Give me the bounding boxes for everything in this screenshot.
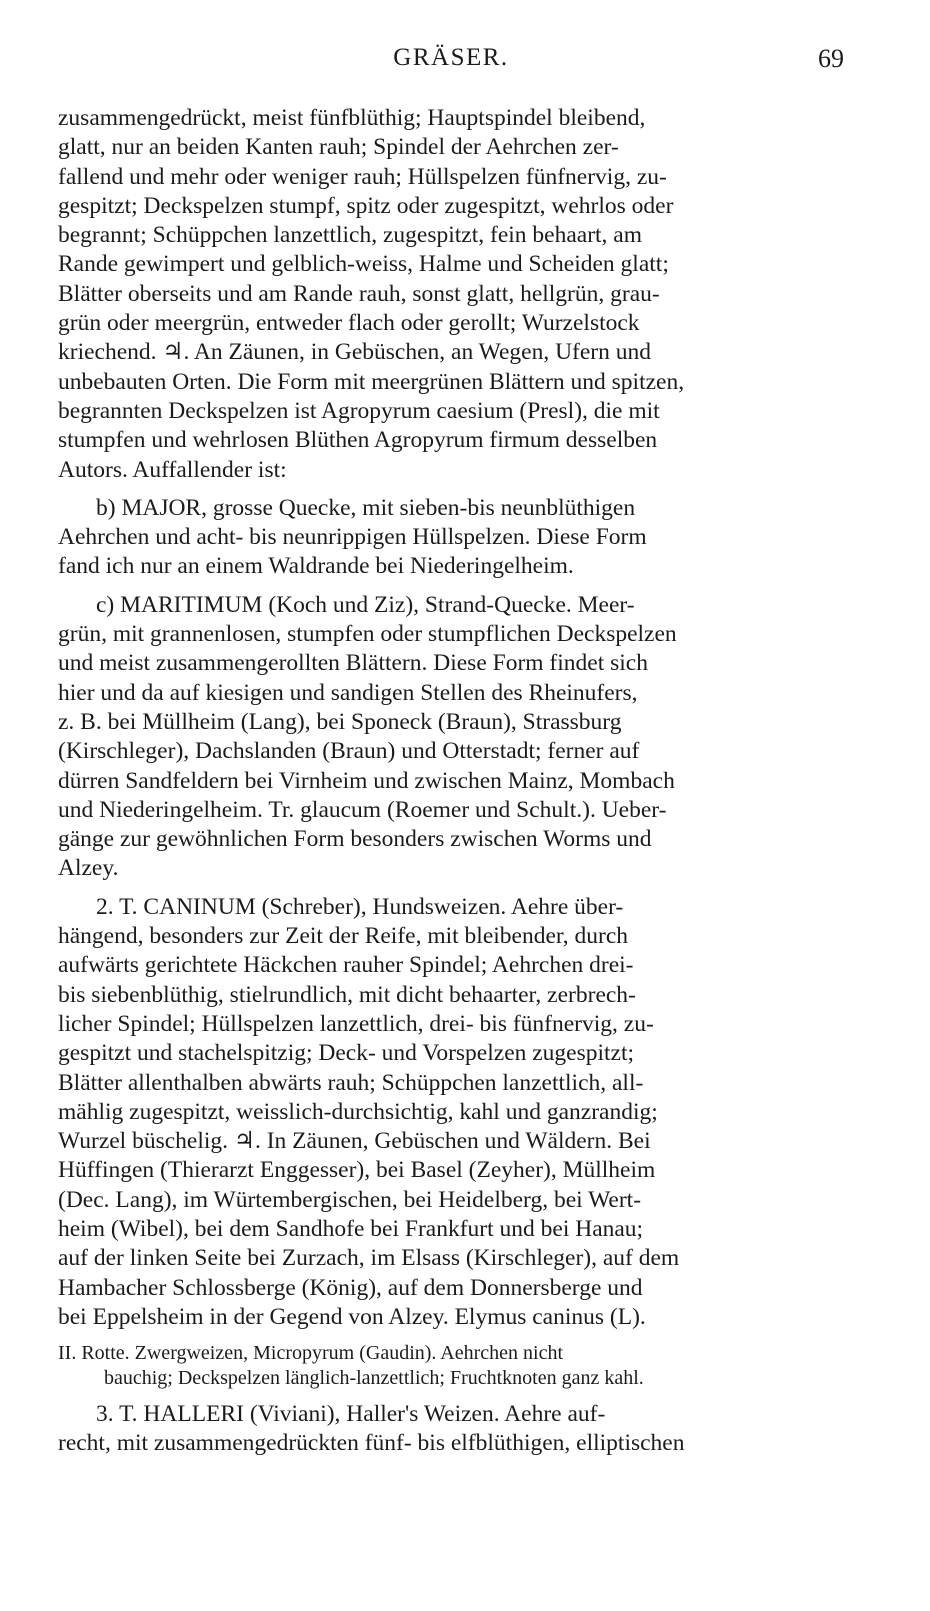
text-line: stumpfen und wehrlosen Blüthen Agropyrum firmum desselben — [58, 427, 658, 454]
text-line: hier und da auf kiesigen und sandigen Stellen des Rheinufers, — [58, 679, 638, 706]
running-title: GRÄSER. — [393, 44, 509, 71]
text-line: z. B. bei Müllheim (Lang), bei Sponeck (Braun), Strassburg — [58, 708, 622, 735]
paragraph-variety-maritimum — [58, 591, 844, 884]
paragraph-species-caninum — [58, 893, 844, 1332]
text-line: 3. T. HALLERI (Viviani), Haller's Weizen. Aehre auf- — [96, 1401, 606, 1428]
text-line: Hambacher Schlossberge (König), auf dem Donnersberge und — [58, 1274, 643, 1301]
text-line: Blätter allenthalben abwärts rauh; Schüppchen lanzettlich, all- — [58, 1069, 644, 1096]
text-line: Wurzel büschelig. ♃. In Zäunen, Gebüschen und Wäldern. Bei — [58, 1128, 651, 1155]
text-line: fallend und mehr oder weniger rauh; Hüllspelzen fünfnervig, zu- — [58, 163, 667, 190]
text-line: gänge zur gewöhnlichen Form besonders zwischen Worms und — [58, 826, 652, 853]
text-line: recht, mit zusammengedrückten fünf- bis elfblüthigen, elliptischen — [58, 1430, 685, 1457]
text-line: zusammengedrückt, meist fünfblüthig; Hauptspindel bleibend, — [58, 105, 646, 131]
text-line: gespitzt; Deckspelzen stumpf, spitz oder zugespitzt, wehrlos oder — [58, 192, 674, 219]
page-number: 69 — [818, 44, 844, 73]
text-line: heim (Wibel), bei dem Sandhofe bei Frankfurt und bei Hanau; — [58, 1215, 644, 1242]
text-line: c) MARITIMUM (Koch und Ziz), Strand-Quecke. Meer- — [96, 591, 635, 618]
text-line: Autors. Auffallender ist: — [58, 456, 287, 483]
text-line: gespitzt und stachelspitzig; Deck- und Vorspelzen zugespitzt; — [58, 1040, 635, 1067]
text-line: dürren Sandfeldern bei Virnheim und zwischen Mainz, Mombach — [58, 767, 675, 794]
text-line: bauchig; Deckspelzen länglich-lanzettlich; Fruchtknoten ganz kahl. — [104, 1367, 644, 1390]
text-line: auf der linken Seite bei Zurzach, im Elsass (Kirschleger), auf dem — [58, 1245, 680, 1272]
text-line: und Niederingelheim. Tr. glaucum (Roemer und Schult.). Ueber- — [58, 796, 667, 823]
text-line: bei Eppelsheim in der Gegend von Alzey. Elymus caninus (L). — [58, 1303, 646, 1330]
text-line: und meist zusammengerollten Blättern. Diese Form findet sich — [58, 650, 648, 677]
page-header — [58, 44, 844, 84]
text-line: II. Rotte. Zwergweizen, Micropyrum (Gaudin). Aehrchen nicht — [58, 1342, 564, 1365]
text-line: b) MAJOR, grosse Quecke, mit sieben-bis neunblüthigen — [96, 494, 636, 521]
paragraph-continuation — [58, 104, 844, 485]
text-line: kriechend. ♃. An Zäunen, in Gebüschen, an Wegen, Ufern und — [58, 339, 652, 366]
text-line: fand ich nur an einem Waldrande bei Niederingelheim. — [58, 553, 574, 580]
text-line: licher Spindel; Hüllspelzen lanzettlich, drei- bis fünfnervig, zu- — [58, 1010, 654, 1037]
text-line: aufwärts gerichtete Häckchen rauher Spindel; Aehrchen drei- — [58, 952, 634, 979]
text-line: Blätter oberseits und am Rande rauh, sonst glatt, hellgrün, grau- — [58, 280, 660, 307]
paragraph-section-micropyrum — [58, 1341, 844, 1391]
text-line: (Kirschleger), Dachslanden (Braun) und Otterstadt; ferner auf — [58, 738, 640, 765]
text-line: Rande gewimpert und gelblich-weiss, Halme und Scheiden glatt; — [58, 251, 669, 278]
text-line: 2. T. CANINUM (Schreber), Hundsweizen. Aehre über- — [96, 893, 624, 920]
text-line: grün, mit grannenlosen, stumpfen oder stumpflichen Deckspelzen — [58, 621, 677, 648]
text-line: Aehrchen und acht- bis neunrippigen Hüllspelzen. Diese Form — [58, 524, 647, 551]
text-line: begrannt; Schüppchen lanzettlich, zugespitzt, fein behaart, am — [58, 222, 643, 249]
text-line: Hüffingen (Thierarzt Enggesser), bei Basel (Zeyher), Müllheim — [58, 1157, 656, 1184]
body-text — [58, 104, 844, 1459]
text-line: hängend, besonders zur Zeit der Reife, mit bleibender, durch — [58, 923, 629, 950]
paragraph-species-halleri — [58, 1400, 844, 1459]
text-line: mählig zugespitzt, weisslich-durchsichtig, kahl und ganzrandig; — [58, 1098, 658, 1125]
paragraph-variety-major — [58, 494, 844, 582]
text-line: unbebauten Orten. Die Form mit meergrünen Blättern und spitzen, — [58, 368, 685, 395]
text-line: (Dec. Lang), im Würtembergischen, bei Heidelberg, bei Wert- — [58, 1186, 642, 1213]
text-line: Alzey. — [58, 855, 119, 882]
text-line: glatt, nur an beiden Kanten rauh; Spindel der Aehrchen zer- — [58, 134, 619, 161]
text-line: bis siebenblüthig, stielrundlich, mit dicht behaarter, zerbrech- — [58, 981, 636, 1008]
text-line: begrannten Deckspelzen ist Agropyrum caesium (Presl), die mit — [58, 397, 660, 424]
text-line: grün oder meergrün, entweder flach oder gerollt; Wurzelstock — [58, 310, 640, 337]
